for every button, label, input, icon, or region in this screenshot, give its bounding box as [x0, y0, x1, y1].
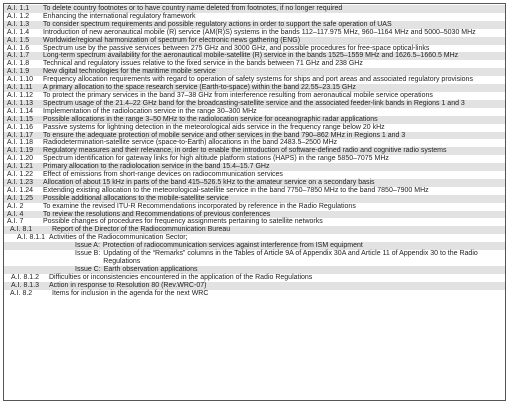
- agenda-row: [4, 147, 505, 155]
- agenda-row: [7, 124, 502, 132]
- agenda-item-text: Possible additional allocations to the mobile-satellite service: [43, 194, 229, 202]
- agenda-item-text: To delete country footnotes or to have country name deleted from footnotes, if no longer required: [43, 5, 343, 12]
- agenda-item-text: Spectrum identification for gateway links for high altitude platform stations (HAPS) in the range 5850–7075 MHz: [43, 155, 389, 163]
- agenda-item-code: A.I. 1.9: [7, 68, 30, 76]
- agenda-item-text: Difficulties or inconsistencies encountered in the application of the Radio Regulations: [49, 273, 313, 281]
- agenda-item-text: Items for inclusion in the agenda for the next WRC: [52, 289, 209, 297]
- agenda-row: [4, 242, 505, 250]
- agenda-item-text: Radiodetermination-satellite service (space-to-Earth) allocations in the band 2483.5–2500 MHz: [43, 139, 338, 147]
- agenda-row: [4, 179, 505, 187]
- agenda-row: [7, 155, 502, 163]
- agenda-item-code: A.I. 1.4: [7, 28, 30, 36]
- agenda-item-text: To protect the primary services in the band 37–38 GHz from interference resulting from aeronautical mobile service operations: [43, 91, 433, 99]
- agenda-row: [4, 211, 505, 219]
- agenda-item-text: Passive systems for lightning detection in the meteorological aids service in the frequency range below 20 kHz: [43, 123, 385, 131]
- issue-label: Issue C:: [75, 265, 101, 273]
- agenda-item-code: A.I. 1.18: [7, 139, 34, 147]
- agenda-row: [7, 60, 502, 68]
- agenda-item-text: Long-term spectrum availability for the aeronautical mobile-satellite (R) service in the bands 1525–1559 MHz and 1626.5–1660.5 MHz: [43, 52, 459, 60]
- agenda-item-code: A.I. 1.16: [7, 123, 34, 131]
- agenda-item-code: A.I. 1.20: [7, 155, 34, 163]
- agenda-row: [7, 76, 502, 84]
- agenda-item-code: A.I. 1.21: [7, 163, 34, 171]
- agenda-row: [4, 37, 505, 45]
- issue-label: Issue B:: [75, 250, 101, 258]
- agenda-row: [4, 100, 505, 108]
- agenda-item-text: Protection of radiocommunication services against interference from ISM equipment: [102, 242, 363, 250]
- agenda-item-text: Allocation of about 15 kHz in parts of the band 415–526.5 kHz to the amateur service on a secondary basis: [43, 178, 375, 186]
- agenda-row: [7, 187, 502, 195]
- agenda-row: [7, 29, 502, 37]
- agenda-item-text: Worldwide/regional harmonization of spectrum for electronic news gathering (ENG): [43, 36, 301, 44]
- agenda-item-code: A.I. 1.7: [7, 52, 30, 60]
- agenda-row: [7, 139, 502, 147]
- agenda-item-code: A.I. 1.2: [7, 12, 30, 20]
- agenda-row: [7, 108, 502, 116]
- agenda-row: [4, 132, 505, 140]
- agenda-row: [7, 274, 502, 282]
- agenda-row: [7, 13, 502, 21]
- agenda-row: [7, 290, 502, 298]
- agenda-item-code: A.I. 4: [7, 210, 24, 218]
- agenda-row: [4, 282, 505, 290]
- agenda-item-text: To consider spectrum requirements and possible regulatory actions in order to support the safe operation of UAS: [43, 20, 392, 28]
- agenda-item-code: A.I. 1.8: [7, 60, 30, 68]
- issue-label: Issue A:: [75, 242, 100, 250]
- agenda-item-code: A.I. 8.1.2: [11, 273, 40, 281]
- agenda-item-text: Implementation of the radiolocation service in the range 30–300 MHz: [43, 107, 257, 115]
- agenda-row: [4, 266, 505, 274]
- agenda-item-code: A.I. 1.19: [7, 147, 34, 155]
- agenda-row: [4, 5, 505, 13]
- agenda-item-code: A.I. 1.10: [7, 76, 34, 84]
- agenda-item-text: Technical and regulatory issues relative to the fixed service in the bands between 71 GHz and 238 GHz: [43, 60, 363, 68]
- agenda-row: [7, 92, 502, 100]
- agenda-item-code: A.I. 8.1: [10, 226, 33, 234]
- agenda-item-text: To examine the revised ITU-R Recommendations incorporated by reference in the Radio Regulations: [43, 202, 356, 210]
- agenda-item-text: Introduction of new aeronautical mobile (R) service (AM(R)S) systems in the bands 112–117.975 MHz, 960–1164 MHz and 5000–5030 MHz: [43, 28, 476, 36]
- agenda-item-code: A.I. 1.22: [7, 171, 34, 179]
- agenda-row: [4, 21, 505, 29]
- agenda-item-text: To ensure the adequate protection of mobile service and other services in the band 790–862 MHz in Regions 1 and 3: [43, 131, 406, 139]
- agenda-row: [7, 171, 502, 179]
- agenda-item-text: New digital technologies for the maritime mobile service: [43, 68, 216, 76]
- agenda-item-text: Primary allocation to the radiolocation service in the band 15.4–15.7 GHz: [43, 163, 270, 171]
- agenda-item-text: Effect of emissions from short-range devices on radiocommunication services: [43, 171, 283, 179]
- agenda-item-code: A.I. 1.5: [7, 36, 30, 44]
- agenda-item-code: A.I. 1.25: [7, 194, 34, 202]
- agenda-item-code: A.I. 1.13: [7, 99, 34, 107]
- agenda-item-code: A.I. 1.14: [7, 107, 34, 115]
- agenda-item-text: Report of the Director of the Radiocommunication Bureau: [52, 226, 231, 234]
- agenda-row: [7, 218, 502, 226]
- agenda-item-code: A.I. 1.3: [7, 20, 30, 28]
- agenda-item-code: A.I. 7: [7, 218, 24, 226]
- agenda-item-code: A.I. 1.24: [7, 186, 34, 194]
- agenda-item-code: A.I. 1.6: [7, 44, 30, 52]
- agenda-item-text: Enhancing the international regulatory framework: [43, 12, 196, 20]
- agenda-item-text: Possible allocations in the range 3–50 MHz to the radiolocation service for oceanographic radar applications: [43, 115, 378, 123]
- agenda-row: [7, 234, 502, 242]
- agenda-row: [4, 68, 505, 76]
- agenda-item-code: A.I. 8.1.1: [17, 234, 46, 242]
- agenda-row: [7, 250, 502, 266]
- agenda-item-text: Possible changes of procedures for frequency assignments pertaining to satellite networks: [43, 218, 323, 226]
- agenda-item-text: A primary allocation to the space research service (Earth-to-space) within the band 22.55–23.15 GHz: [43, 84, 356, 92]
- agenda-item-text: Updating of the “Remarks” columns in the Tables of Article 9A of Appendix 30A and Article 11 of Appendix 30 to the Radio Regulations: [103, 250, 478, 265]
- agenda-item-code: A.I. 1.1: [7, 5, 30, 12]
- agenda-item-text: Spectrum usage of the 21.4–22 GHz band for the broadcasting-satellite service and the associated feeder-link bands in Regions 1 and 3: [43, 99, 465, 107]
- agenda-row: [7, 203, 502, 211]
- agenda-item-text: Regulatory measures and their relevance, in order to enable the introduction of software-defined radio and cognitive radio systems: [43, 147, 447, 155]
- agenda-row: [4, 84, 505, 92]
- agenda-item-text: To review the resolutions and Recommendations of previous conferences: [43, 210, 271, 218]
- agenda-item-code: A.I. 1.12: [7, 91, 34, 99]
- agenda-item-text: Extending existing allocation to the meteorological-satellite service in the band 7750–7850 MHz to the band 7850–7900 MHz: [43, 186, 429, 194]
- agenda-item-code: A.I. 2: [7, 202, 24, 210]
- agenda-item-code: A.I. 1.11: [7, 84, 33, 92]
- agenda-row: [4, 195, 505, 203]
- agenda-item-code: A.I. 8.2: [10, 289, 33, 297]
- agenda-item-code: A.I. 1.15: [7, 115, 34, 123]
- agenda-item-code: A.I. 1.17: [7, 131, 34, 139]
- agenda-item-text: Frequency allocation requirements with regard to operation of safety systems for ships and port areas and associated regulatory provisions: [43, 76, 473, 84]
- agenda-item-text: Activities of the Radiocommunication Sector;: [49, 234, 188, 242]
- agenda-row: [4, 226, 505, 234]
- agenda-item-code: A.I. 8.1.3: [11, 281, 40, 289]
- agenda-item-text: Action in response to Resolution 80 (Rev.WRC-07): [49, 281, 207, 289]
- agenda-row: [4, 163, 505, 171]
- agenda-item-text: Earth observation applications: [103, 265, 198, 273]
- agenda-row: [7, 45, 502, 53]
- agenda-items-table: [3, 3, 506, 401]
- agenda-item-text: Spectrum use by the passive services between 275 GHz and 3000 GHz, and possible procedures for free-space optical-links: [43, 44, 430, 52]
- agenda-row: [4, 52, 505, 60]
- agenda-row: [4, 116, 505, 124]
- agenda-item-code: A.I. 1.23: [7, 178, 34, 186]
